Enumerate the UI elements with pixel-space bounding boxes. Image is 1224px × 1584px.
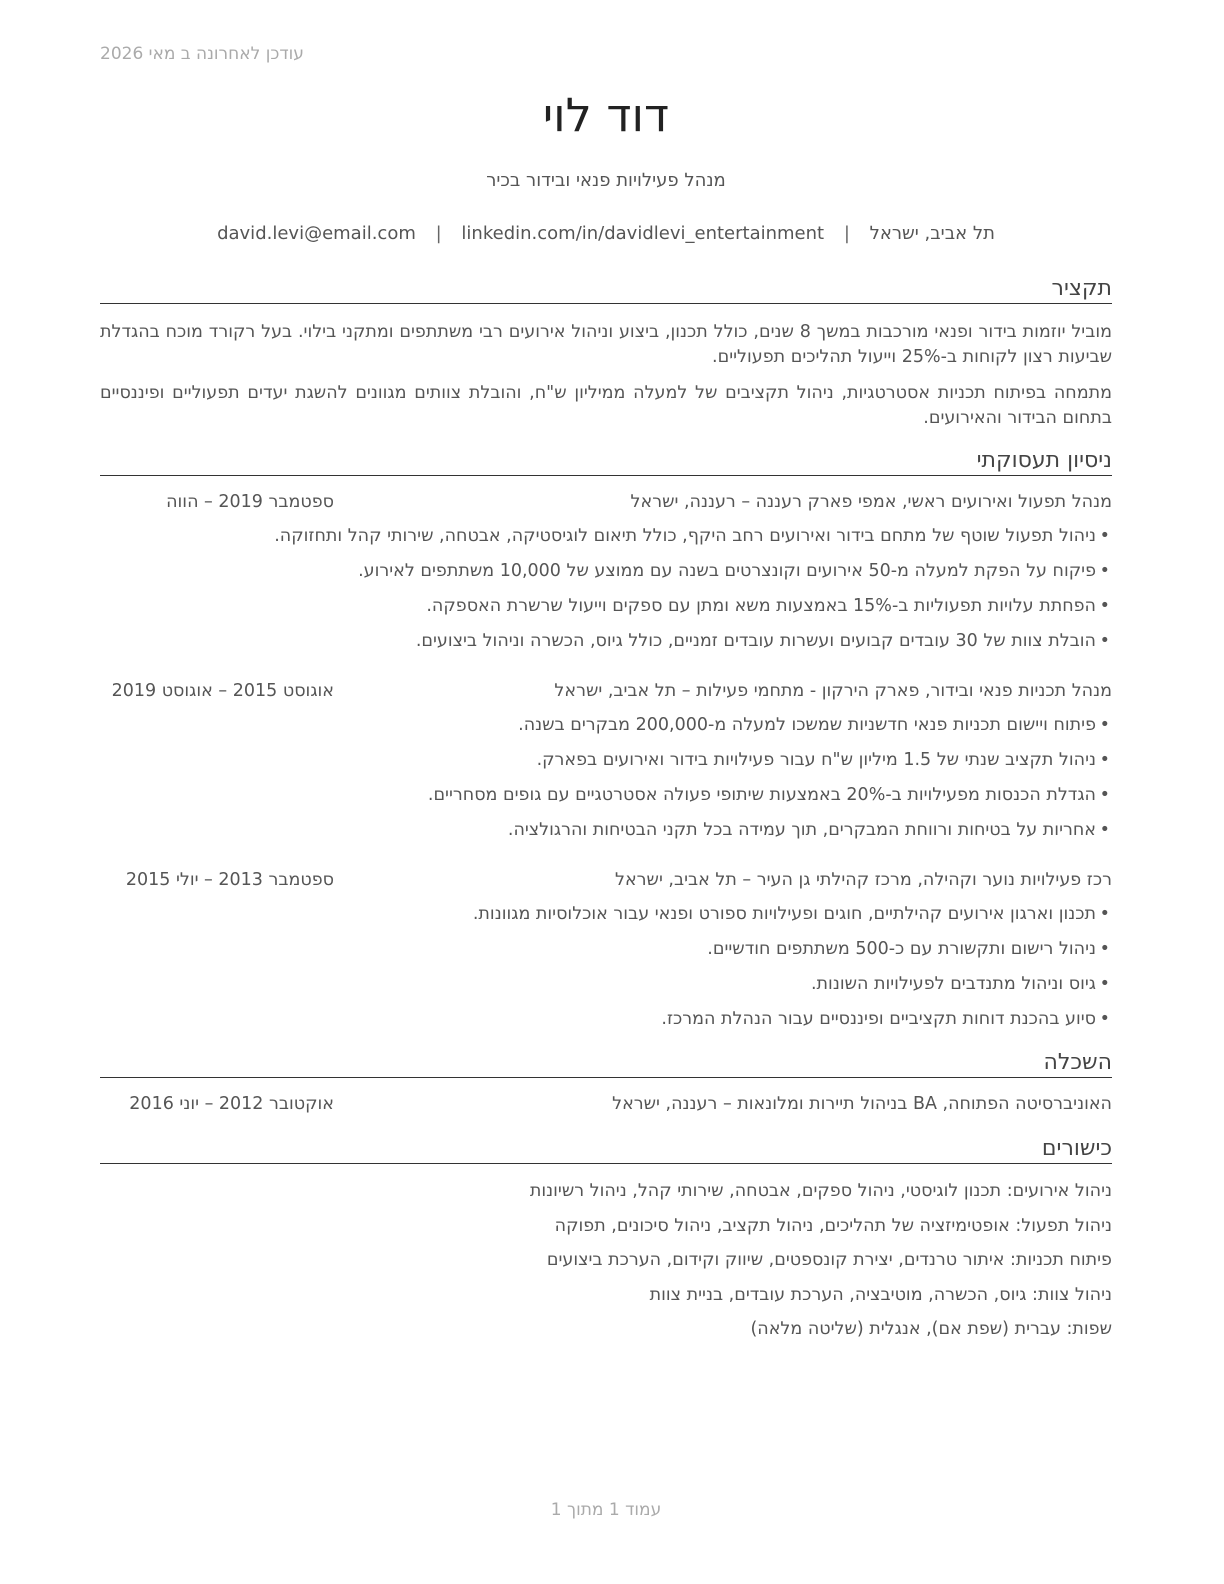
summary-paragraph: מתמחה בפיתוח תכניות אסטרטגיות, ניהול תקציבים של למעלה ממיליון ש"ח, והובלת צוותים מגוונים להשגת יעדים תפעוליים ופיננסיים בתחום הבידור והאירועים. [100, 383, 1112, 428]
job-dates: ספטמבר 2013 – יולי 2015 [125, 870, 334, 890]
list-item: • אחריות על בטיחות ורווחת המבקרים, תוך עמידה בכל תקני הבטיחות והרגולציה. [507, 820, 1110, 840]
list-item: • ניהול תקציב שנתי של 1.5 מיליון ש"ח עבור פעילויות בידור ואירועים בפארק. [536, 750, 1110, 770]
education-institution: האוניברסיטה הפתוחה, BA בניהול תיירות ומלונאות – רעננה, ישראל [612, 1094, 1112, 1114]
skill-line: פיתוח תכניות: איתור טרנדים, יצירת קונספטים, שיווק וקידום, הערכת ביצועים [546, 1250, 1112, 1270]
candidate-role: מנהל פעילויות פנאי ובידור בכיר [486, 170, 726, 191]
section-title-summary: תקציר [100, 276, 1112, 304]
job-header [100, 681, 1112, 707]
job-header [100, 870, 1112, 896]
education-entry [100, 1094, 1112, 1120]
contact-linkedin[interactable]: linkedin.com/in/davidlevi_entertainment [461, 223, 825, 244]
job-dates: ספטמבר 2019 – הווה [166, 492, 334, 512]
contact-separator: | [843, 223, 850, 244]
education-dates: אוקטובר 2012 – יוני 2016 [129, 1094, 334, 1114]
last-updated: עודכן לאחרונה ב מאי 2026 [100, 44, 304, 64]
list-item: • הפחתת עלויות תפעוליות ב-15% באמצעות משא ומתן עם ספקים וייעול שרשרת האספקה. [426, 596, 1110, 616]
section-title-experience: ניסיון תעסוקתי [100, 448, 1112, 476]
list-item: • תכנון וארגון אירועים קהילתיים, חוגים ופעילויות ספורט ופנאי עבור אוכלוסיות מגוונות. [472, 904, 1110, 924]
list-item: • הגדלת הכנסות מפעילויות ב-20% באמצעות שיתופי פעולה אסטרטגיים עם גופים מסחריים. [427, 785, 1110, 805]
contact-location: תל אביב, ישראל [869, 223, 995, 244]
resume-page [100, 0, 1112, 1584]
job-bullets [100, 712, 1112, 852]
job-title: מנהל תפעול ואירועים ראשי, אמפי פארק רעננה – רעננה, ישראל [630, 492, 1112, 512]
list-item: • ניהול רישום ותקשורת עם כ-500 משתתפים חודשיים. [707, 939, 1110, 959]
skill-line: ניהול אירועים: תכנון לוגיסטי, ניהול ספקים, אבטחה, שירותי קהל, ניהול רשיונות [529, 1181, 1112, 1201]
job-header [100, 492, 1112, 518]
contact-line [100, 223, 1112, 244]
section-title-skills: כישורים [100, 1136, 1112, 1164]
skill-line: ניהול צוות: גיוס, הכשרה, מוטיבציה, הערכת עובדים, בניית צוות [649, 1285, 1112, 1305]
job-bullets [100, 523, 1112, 663]
job-bullets [100, 901, 1112, 1041]
contact-email[interactable]: david.levi@email.com [217, 223, 416, 244]
skill-line: ניהול תפעול: אופטימיזציה של תהליכים, ניהול תקציב, ניהול סיכונים, תפוקה [554, 1216, 1112, 1236]
skill-line: שפות: עברית (שפת אם), אנגלית (שליטה מלאה) [750, 1319, 1112, 1339]
list-item: • ניהול תפעול שוטף של מתחם בידור ואירועים רחב היקף, כולל תיאום לוגיסטיקה, אבטחה, שירותי קהל ותחזוקה. [274, 526, 1110, 546]
page-number: עמוד 1 מתוך 1 [550, 1500, 662, 1520]
section-title-education: השכלה [100, 1050, 1112, 1078]
job-dates: אוגוסט 2015 – אוגוסט 2019 [111, 681, 334, 701]
job-title: מנהל תכניות פנאי ובידור, פארק הירקון - מתחמי פעילות – תל אביב, ישראל [554, 681, 1112, 701]
list-item: • פיקוח על הפקת למעלה מ-50 אירועים וקונצרטים בשנה עם ממוצע של 10,000 משתתפים לאירוע. [358, 561, 1110, 581]
list-item: • גיוס וניהול מתנדבים לפעילויות השונות. [810, 974, 1110, 994]
list-item: • סיוע בהכנת דוחות תקציביים ופיננסיים עבור הנהלת המרכז. [661, 1009, 1110, 1029]
summary-paragraph: מוביל יוזמות בידור ופנאי מורכבות במשך 8 שנים, כולל תכנון, ביצוע וניהול אירועים רבי משתתפים ומתקני בילוי. בעל רקורד מוכח בהגדלת שביעות רצון לקוחות ב-25% וייעול תהליכים תפעוליים. [100, 322, 1112, 367]
list-item: • הובלת צוות של 30 עובדים קבועים ועשרות עובדים זמניים, כולל גיוס, הכשרה וניהול ביצועים. [415, 631, 1110, 651]
candidate-name: דוד לוי [542, 88, 670, 142]
job-title: רכז פעילויות נוער וקהילה, מרכז קהילתי גן העיר – תל אביב, ישראל [615, 870, 1112, 890]
contact-separator: | [435, 223, 442, 244]
list-item: • פיתוח ויישום תכניות פנאי חדשניות שמשכו למעלה מ-200,000 מבקרים בשנה. [518, 715, 1110, 735]
